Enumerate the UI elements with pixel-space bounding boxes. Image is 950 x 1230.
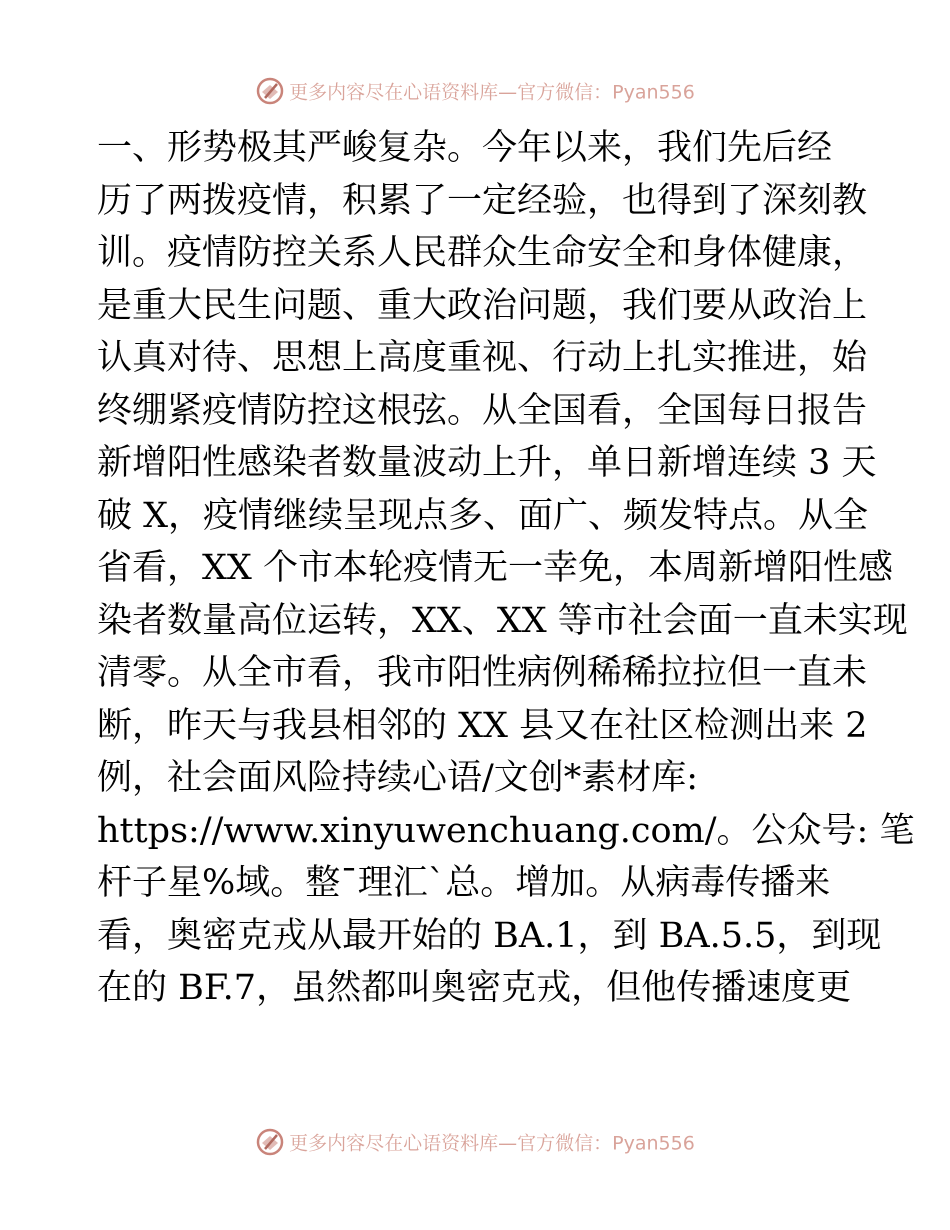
document-body <box>97 122 915 1015</box>
watermark-text: 更多内容尽在心语资料库—官方微信：Pyan556 <box>289 81 695 104</box>
watermark-text: 更多内容尽在心语资料库—官方微信：Pyan556 <box>289 1132 695 1155</box>
body-line: 训。疫情防控关系人民群众生命安全和身体健康， <box>97 233 868 273</box>
watermark-logo-icon <box>255 76 285 106</box>
body-line: 染者数量高位运转，XX、XX 等市社会面一直未实现 <box>97 600 908 641</box>
body-line: 断，昨天与我县相邻的 XX 县又在社区检测出来 2 <box>97 705 868 746</box>
body-line: 终绷紧疫情防控这根弦。从全国看，全国每日报告 <box>97 390 868 431</box>
footer-watermark <box>0 1127 950 1157</box>
body-line: 一、形势极其严峻复杂。今年以来，我们先后经 <box>97 128 833 168</box>
body-line: 清零。从全市看，我市阳性病例稀稀拉拉但一直未 <box>97 653 868 693</box>
body-line: 是重大民生问题、重大政治问题，我们要从政治上 <box>97 285 868 326</box>
body-line: 在的 BF.7，虽然都叫奥密克戎，但他传播速度更 <box>97 968 852 1008</box>
body-line: 破 X，疫情继续呈现点多、面广、频发特点。从全 <box>97 495 869 536</box>
body-line: https://www.xinyuwenchuang.com/。公众号: 笔 <box>97 810 915 851</box>
body-line: 新增阳性感染者数量波动上升，单日新增连续 3 天 <box>97 443 877 483</box>
body-line: 历了两拨疫情，积累了一定经验，也得到了深刻教 <box>97 180 868 221</box>
header-watermark <box>0 76 950 106</box>
body-line: 认真对待、思想上高度重视、行动上扎实推进，始 <box>97 338 868 378</box>
body-line: 例，社会面风险持续心语/文创*素材库: <box>97 758 699 798</box>
watermark-logo-icon <box>255 1127 285 1157</box>
body-line: 看，奥密克戎从最开始的 BA.1，到 BA.5.5，到现 <box>97 915 882 956</box>
body-line: 杆子星%域。整¯理汇`总。增加。从病毒传播来 <box>97 863 831 903</box>
body-line: 省看，XX 个市本轮疫情无一幸免，本周新增阳性感 <box>97 548 893 588</box>
